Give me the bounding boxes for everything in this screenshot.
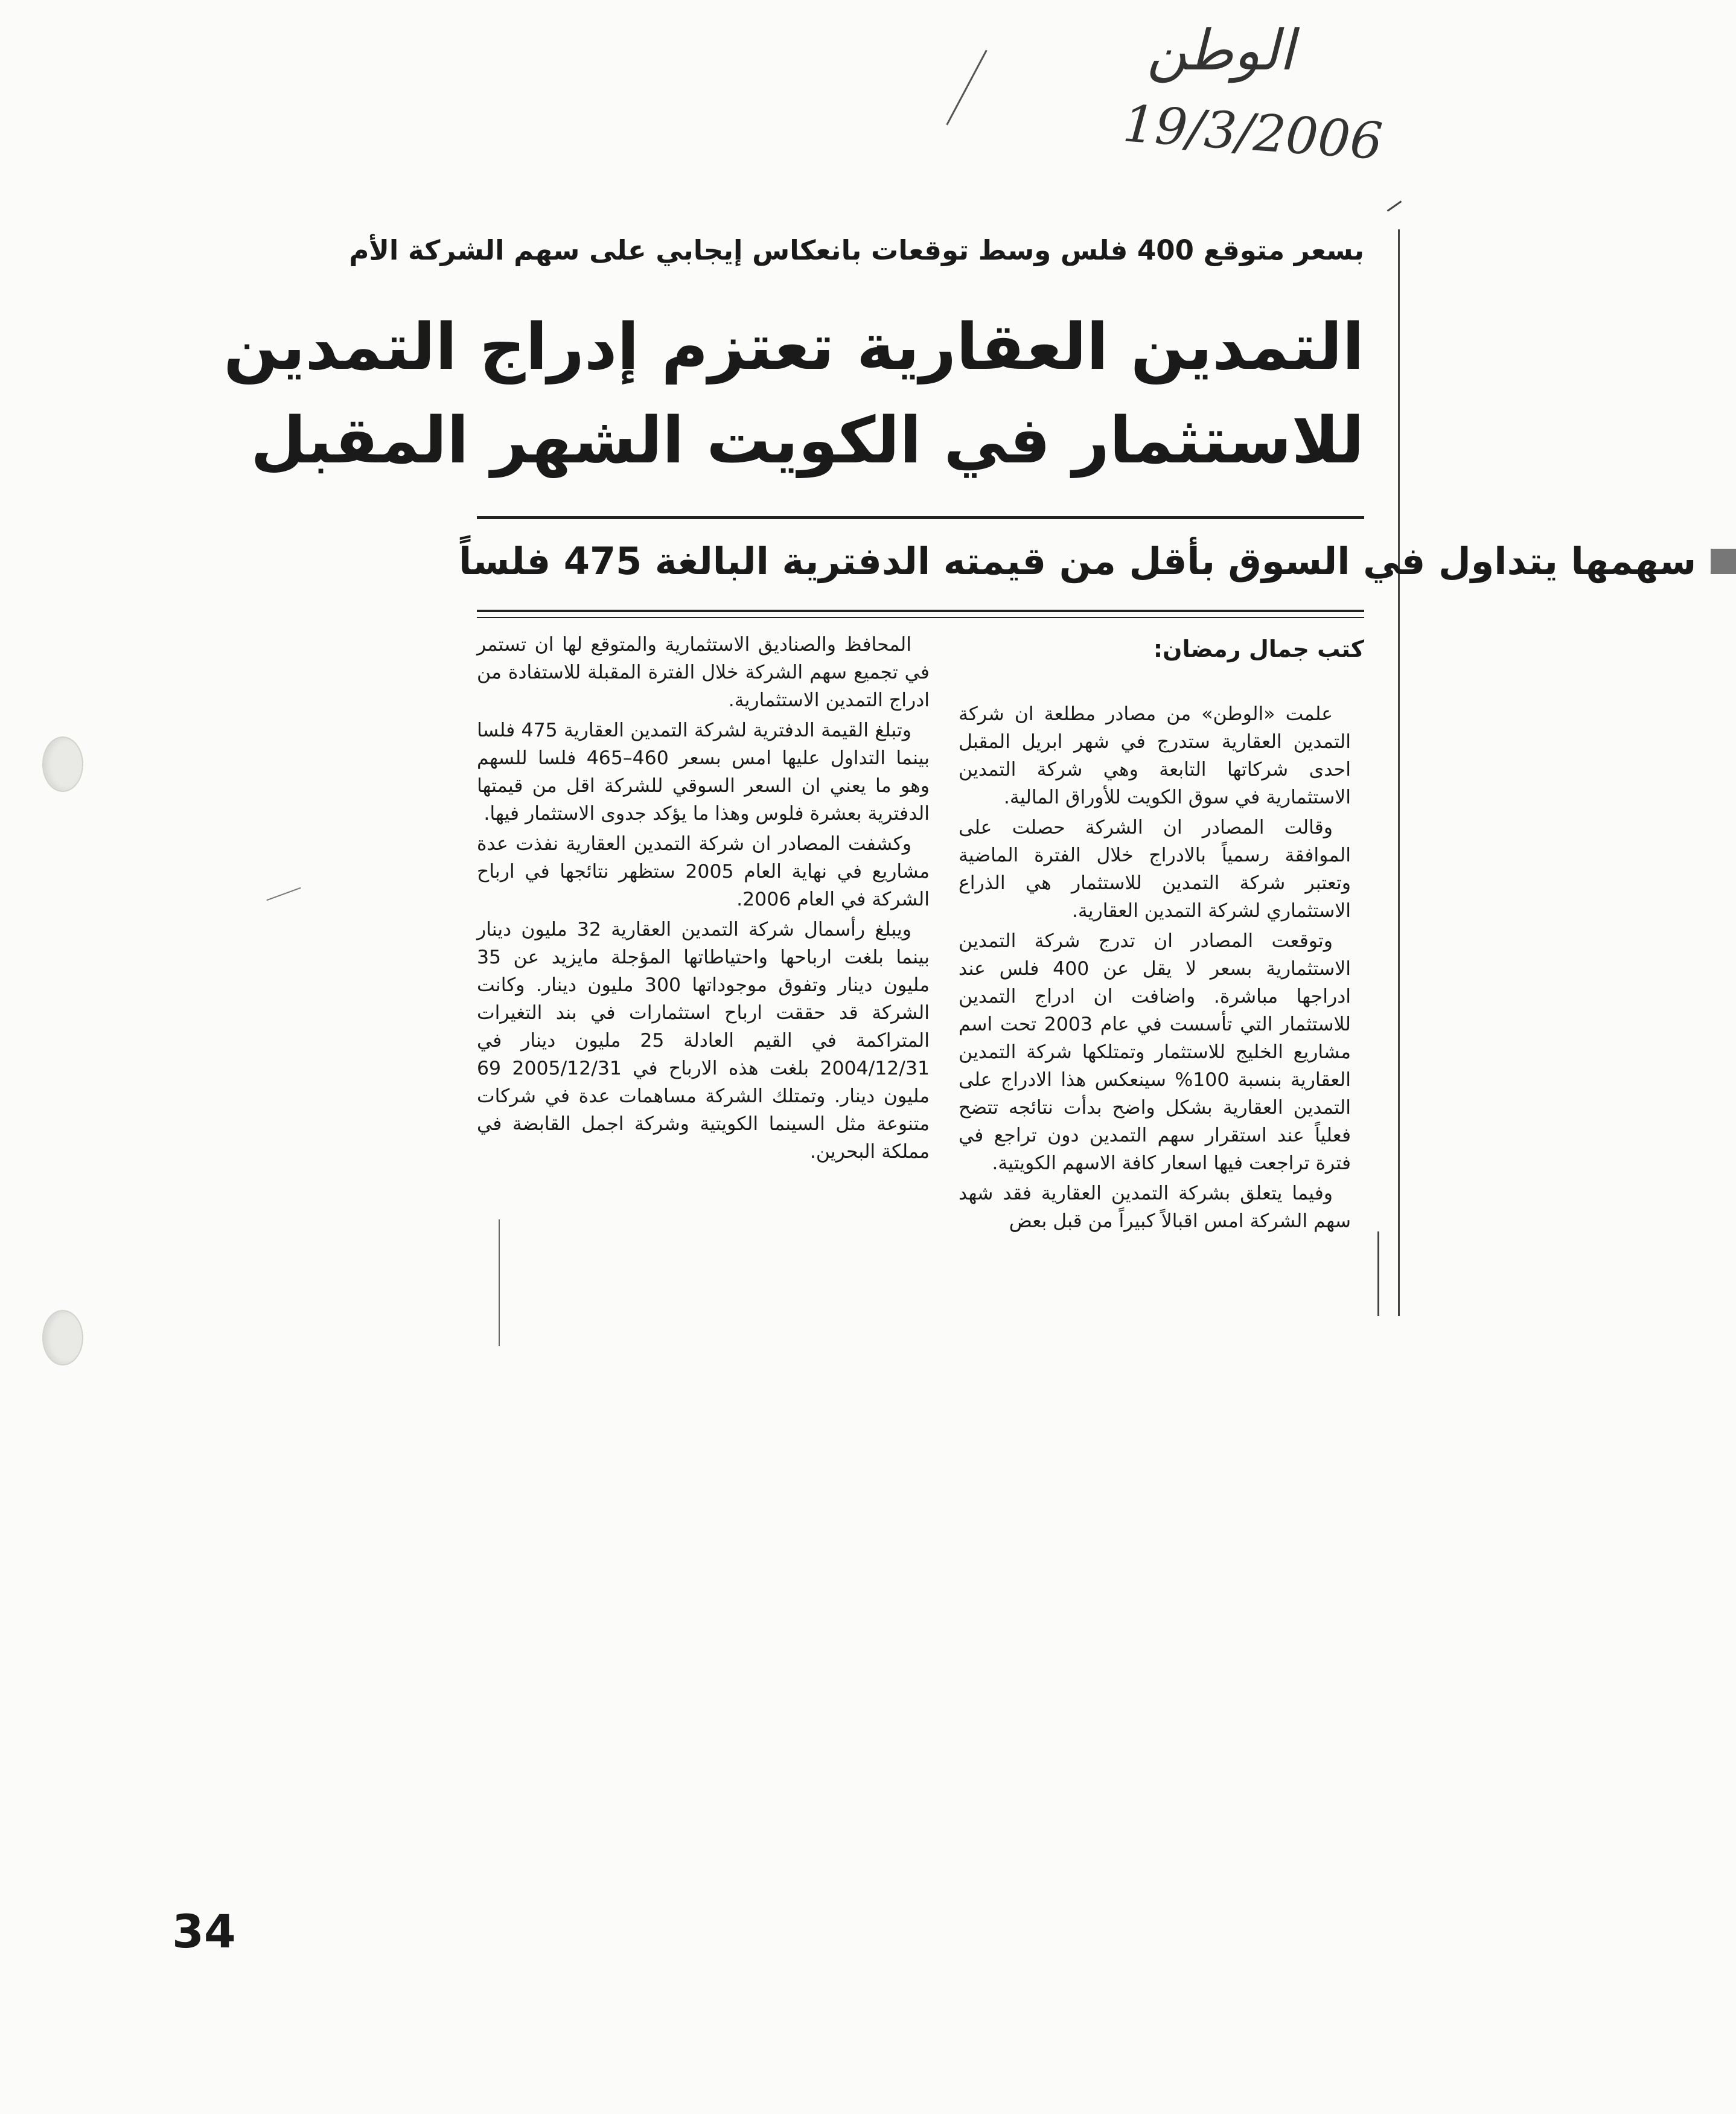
- pen-mark: [946, 49, 987, 125]
- headline-line-2: للاستثمار في الكويت الشهر المقبل: [251, 403, 1364, 477]
- paragraph: وكشفت المصادر ان شركة التمدين العقارية نفذت عدة مشاريع في نهاية العام 2005 ستظهر نتائجها في ارباح الشركة في العام 2006.: [477, 833, 930, 910]
- article-deck: [459, 537, 1697, 586]
- clipping-edge: [1377, 1231, 1379, 1316]
- paragraph: المحافظ والصناديق الاستثمارية والمتوقع لها ان تستمر في تجميع سهم الشركة خلال الفترة المقبلة للاستفادة من ادراج التمدين الاستثمارية.: [477, 634, 930, 711]
- clipping-edge: [499, 1219, 500, 1346]
- bullet-square-icon: [1711, 549, 1736, 574]
- clipping-edge: [1398, 229, 1400, 1316]
- pen-mark: [266, 887, 301, 901]
- punch-hole: [42, 1310, 83, 1365]
- section-rule: [477, 617, 1364, 618]
- paragraph: علمت «الوطن» من مصادر مطلعة ان شركة التمدين العقارية ستدرج في شهر ابريل المقبل احدى شركاتها التابعة وهي شركة التمدين الاستثمارية في سوق الكويت للأوراق المالية.: [959, 703, 1351, 808]
- clipping-edge: [1387, 200, 1402, 212]
- paragraph: وتوقعت المصادر ان تدرج شركة التمدين الاستثمارية بسعر لا يقل عن 400 فلس عند ادراجها مباشرة. واضافت ان ادراج التمدين للاستثمار التي تأسست في عام 2003 تحت اسم مشاريع الخليج للاستثمار وتمتلكها شركة التمدين العقارية بنسبة 100% سينعكس هذا الادراج على التمدين العقارية بشكل واضح بدأت نتائجه تتضح فعلياً عند استقرار سهم التمدين دون تراجع في فترة تراجعت فيها اسعار كافة الاسهم الكويتية.: [959, 930, 1351, 1174]
- article-kicker: بسعر متوقع 400 فلس وسط توقعات بانعكاس إيجابي على سهم الشركة الأم: [349, 234, 1364, 266]
- deck-text: سهمها يتداول في السوق بأقل من قيمته الدفترية البالغة 475 فلساً: [459, 539, 1697, 583]
- byline: كتب جمال رمضان:: [1153, 636, 1364, 662]
- paragraph: وتبلغ القيمة الدفترية لشركة التمدين العقارية 475 فلسا بينما التداول عليها امس بسعر 460–465 فلسا للسهم وهو ما يعني ان السعر السوقي للشركة اقل من قيمتها الدفترية بعشرة فلوس وهذا ما يؤكد جدوى الاستثمار فيها.: [477, 720, 930, 825]
- handwritten-date: 19/3/2006: [1121, 94, 1385, 171]
- section-rule: [477, 610, 1364, 612]
- punch-hole: [42, 736, 83, 792]
- handwritten-source: الوطن: [1147, 18, 1295, 83]
- paragraph: وقالت المصادر ان الشركة حصلت على الموافقة رسمياً بالادراج خلال الفترة الماضية وتعتبر شركة التمدين للاستثمار هي الذراع الاستثماري لشركة التمدين العقارية.: [959, 817, 1351, 922]
- page-number: 34: [172, 1905, 236, 1958]
- section-rule: [477, 516, 1364, 519]
- paragraph: ويبلغ رأسمال شركة التمدين العقارية 32 مليون دينار بينما بلغت ارباحها واحتياطاتها المؤجلة مايزيد عن 35 مليون دينار وتفوق موجوداتها 300 مليون دينار. وكانت الشركة قد حققت ارباح استثمارات في بند التغيرات المتراكمة في القيم العادلة 25 مليون دينار في 2004/12/31 بلغت هذه الارباح في 2005/12/31 69 مليون دينار. وتمتلك الشركة مساهمات عدة في شركات متنوعة مثل السينما الكويتية وشركة اجمل القابضة في مملكة البحرين.: [477, 919, 930, 1163]
- article-column-left: [477, 631, 930, 1168]
- article-column-right: [959, 700, 1351, 1237]
- headline-line-1: التمدين العقارية تعتزم إدراج التمدين: [223, 310, 1364, 384]
- paragraph: وفيما يتعلق بشركة التمدين العقارية فقد شهد سهم الشركة امس اقبالاً كبيراً من قبل بعض: [959, 1183, 1351, 1232]
